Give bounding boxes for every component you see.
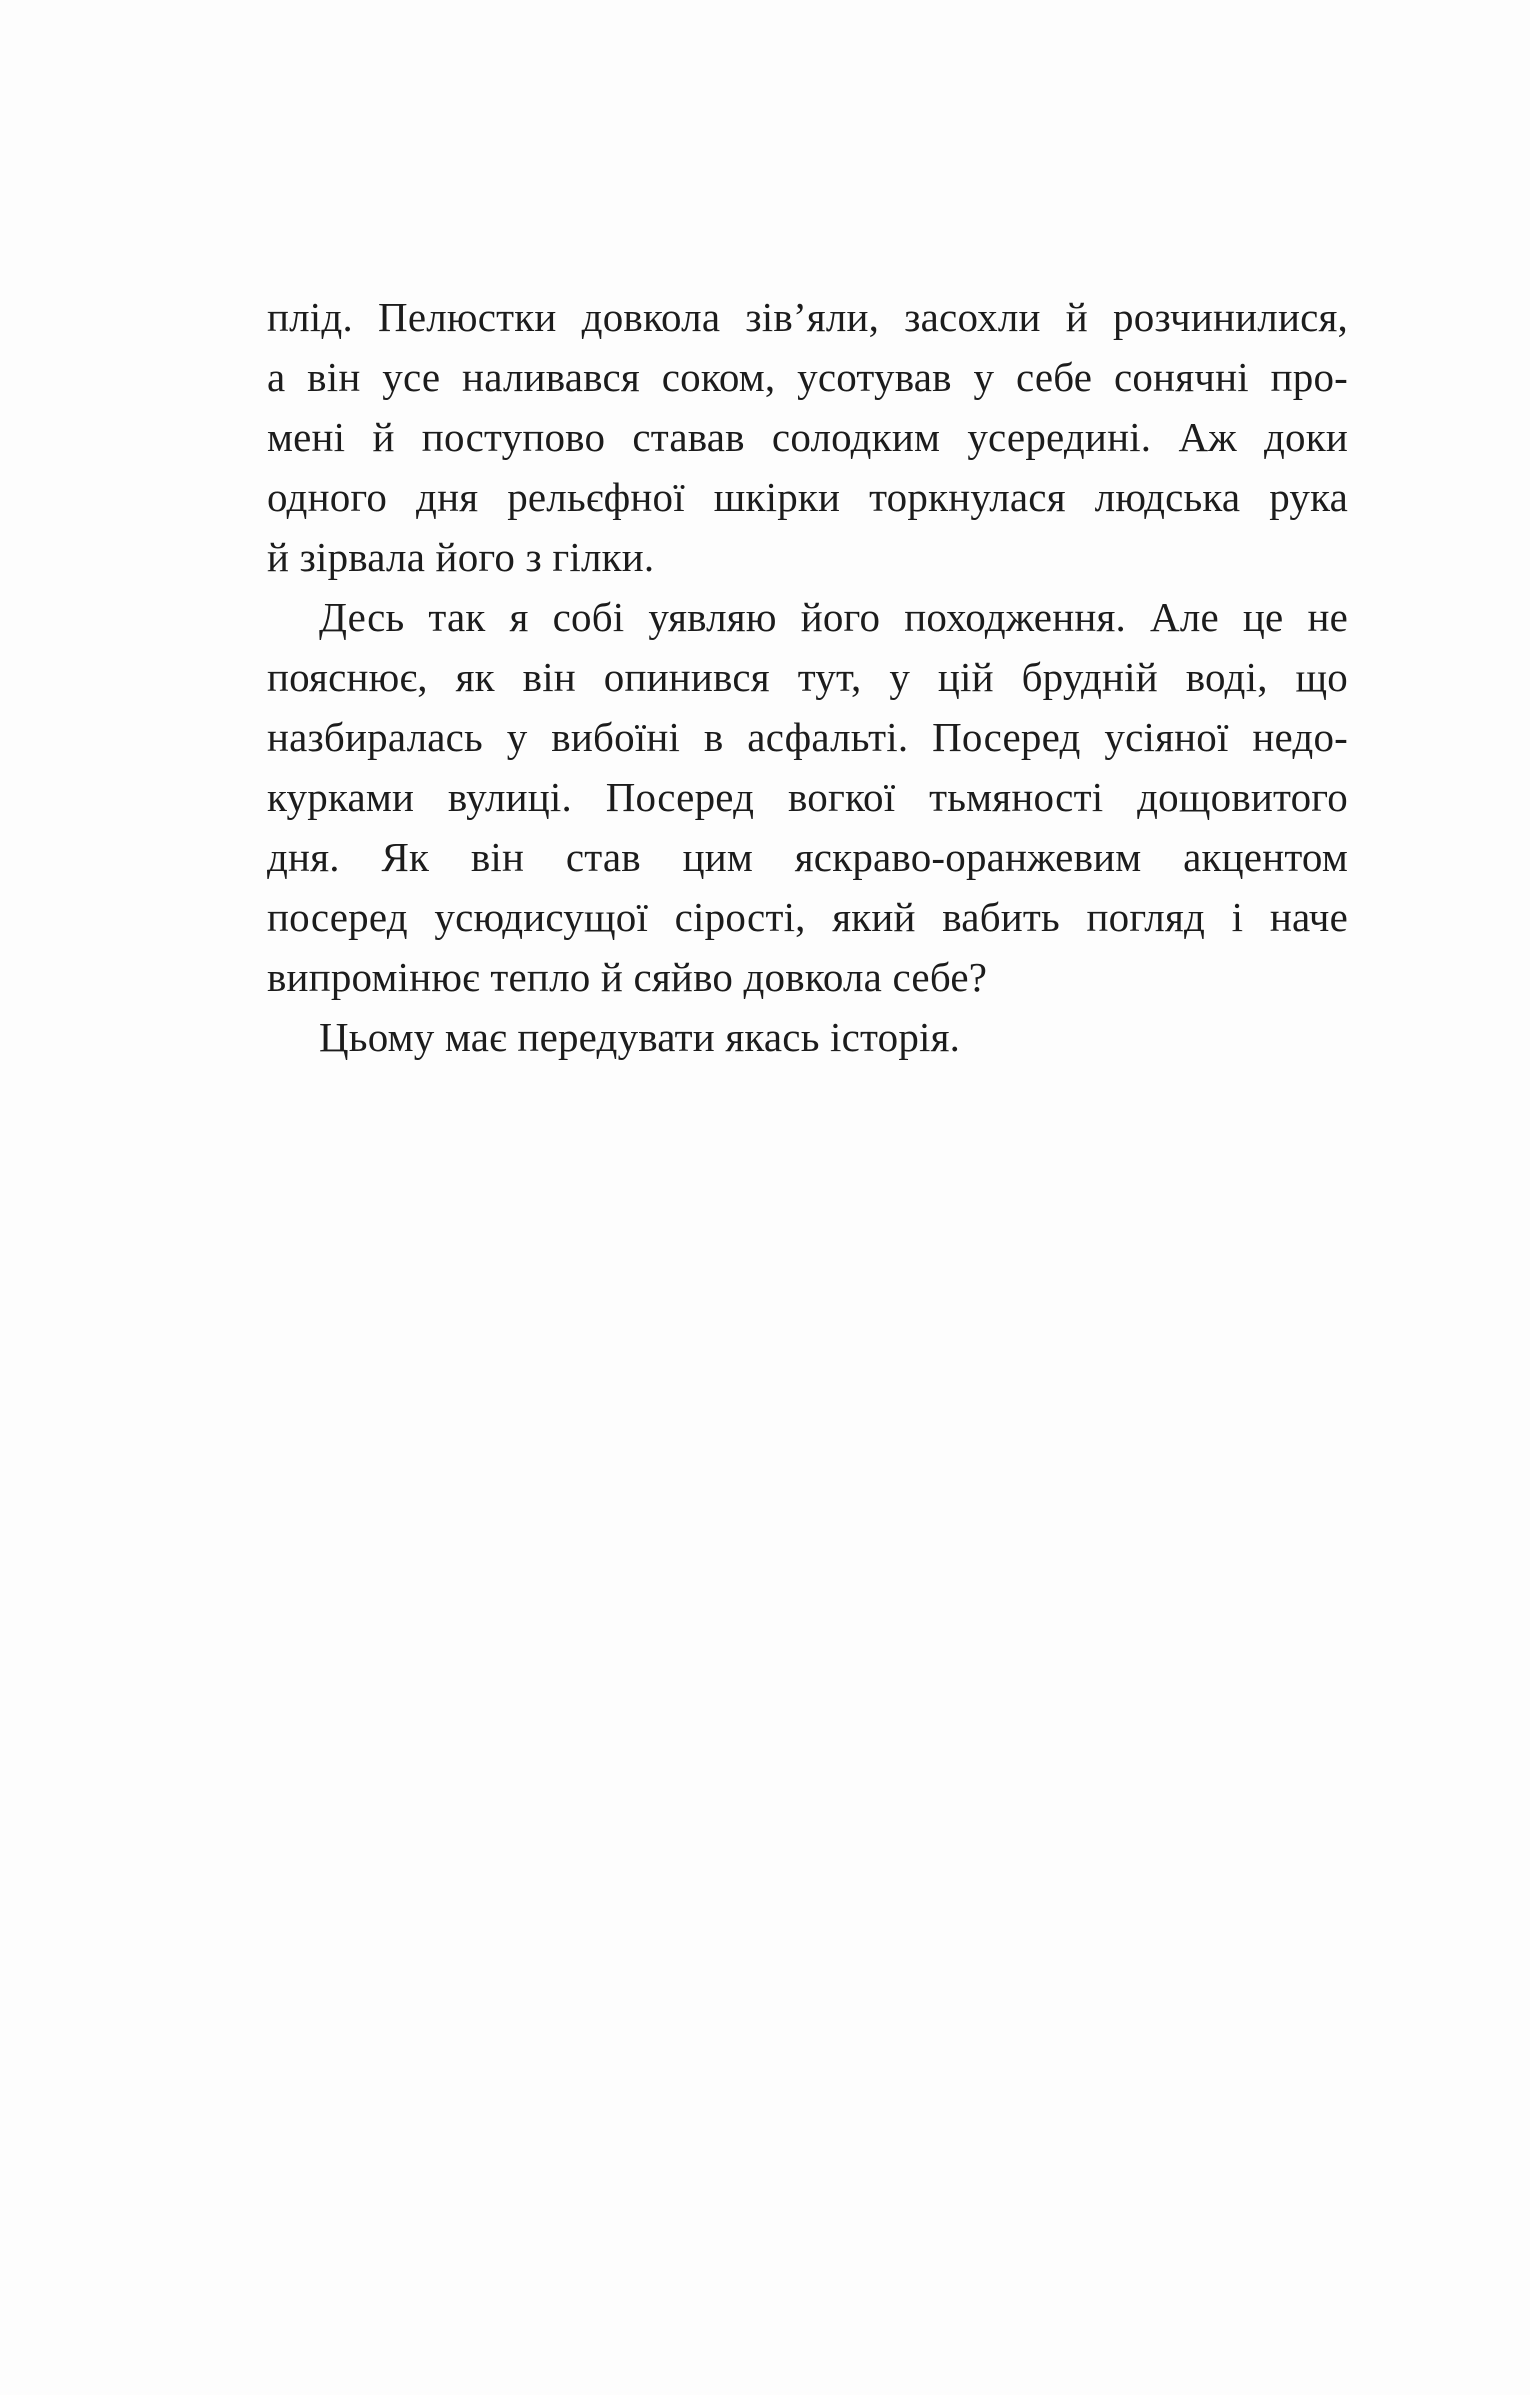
text-line: плід. Пелюстки довкола зів’яли, засохли й розчинилися, [267,294,1348,340]
text-line: Десь так я собі уявляю його походження. Але це не [319,594,1348,640]
text-block [267,287,1348,1067]
text-line: дня. Як він став цим яскраво-оранжевим акцентом [267,834,1348,880]
paragraph [267,287,1348,587]
text-line: посеред усюдисущої сірості, який вабить погляд і наче [267,894,1348,940]
text-line: а він усе наливався соком, усотував у себе сонячні про- [267,354,1348,400]
text-line: одного дня рельєфної шкірки торкнулася людська рука [267,474,1348,520]
text-line: Цьому має передувати якась історія. [319,1014,961,1060]
paragraph [267,1007,1348,1067]
text-line: пояснює, як він опинився тут, у цій брудній воді, що [267,654,1348,700]
text-line: випромінює тепло й сяйво довкола себе? [267,954,988,1000]
text-line: назбиралась у вибоїні в асфальті. Посеред усіяної недо- [267,714,1348,760]
text-line: й зірвала його з гілки. [267,534,655,580]
text-line: курками вулиці. Посеред вогкої тьмяності дощовитого [267,774,1348,820]
paragraph [267,587,1348,1007]
text-line: мені й поступово ставав солодким усередині. Аж доки [267,414,1348,460]
